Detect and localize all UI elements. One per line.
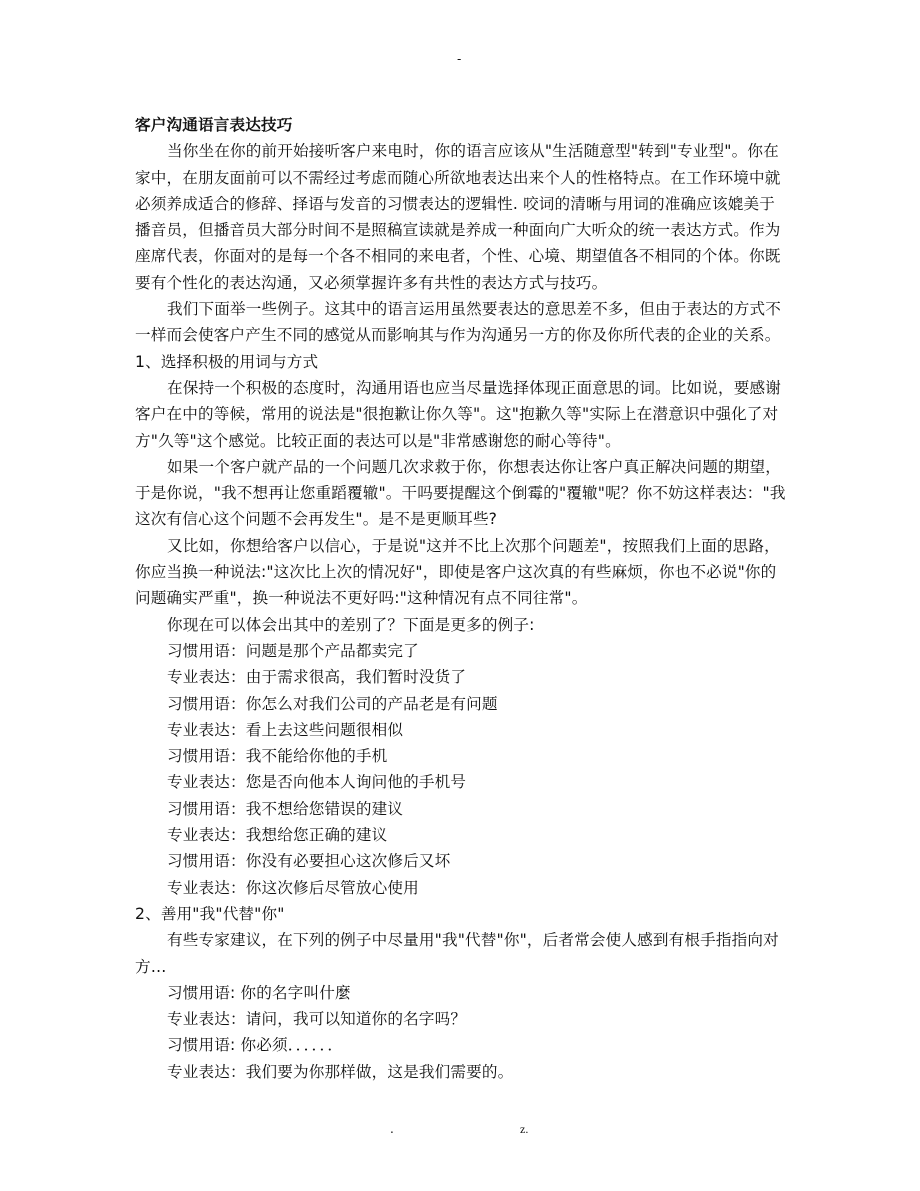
text-line: 如果一个客户就产品的一个问题几次求救于你，你想表达你让客户真正解决问题的期望， [167, 457, 782, 476]
text-line: 要有个性化的表达沟通，又必须掌握许多有共性的表达方式与技巧。 [135, 273, 608, 292]
text-line: 在保持一个积极的态度时，沟通用语也应当尽量选择体现正面意思的词。比如说，要感谢 [167, 378, 782, 397]
text-line: 专业表达：请问，我可以知道你的名字吗？ [167, 1010, 467, 1029]
text-line: 习惯用语: 你的名字叫什麼 [167, 983, 351, 1002]
text-line: 问题确实严重"，换一种说法不更好吗:"这种情况有点不同往常"。 [135, 589, 588, 608]
text-line: 当你坐在你的前开始接听客户来电时，你的语言应该从"生活随意型"转到"专业型"。你在 [167, 142, 779, 161]
text-line: 习惯用语：你没有必要担心这次修后又坏 [167, 852, 451, 871]
text-line: 你现在可以体会出其中的差别了？下面是更多的例子: [167, 615, 535, 634]
text-line: 一样而会使客户产生不同的感觉从而影响其与作为沟通另一方的你及你所代表的企业的关系。 [135, 326, 781, 345]
text-line: 2、善用"我"代替"你" [135, 904, 285, 923]
text-line: 于是你说，"我不想再让您重蹈覆辙"。干吗要提醒这个倒霉的"覆辙"呢？你不妨这样表达："我 [135, 484, 786, 503]
text-line: 习惯用语：问题是那个产品都卖完了 [167, 641, 419, 660]
document-body [135, 112, 795, 1085]
text-line: 你应当换一种说法:"这次比上次的情况好"，即使是客户这次真的有些麻烦，你也不必说"你的 [135, 563, 777, 582]
text-line: 专业表达：我们要为你那样做，这是我们需要的。 [167, 1062, 514, 1081]
page-header-mark: - [457, 52, 462, 66]
text-line: 专业表达：您是否向他本人询问他的手机号 [167, 773, 467, 792]
text-line: 必须养成适合的修辞、择语与发音的习惯表达的逻辑性. 咬词的清晰与用词的准确应该媲美于 [135, 194, 775, 213]
text-line: 习惯用语: 你必须．．．．．． [167, 1036, 344, 1055]
text-line: 习惯用语：我不想给您错误的建议 [167, 799, 404, 818]
text-line: 专业表达：由于需求很高，我们暂时没货了 [167, 668, 467, 687]
footer-left-mark: . [390, 1122, 394, 1136]
text-line: 习惯用语：你怎么对我们公司的产品老是有问题 [167, 694, 498, 713]
document-title: 客户沟通语言表达技巧 [135, 116, 293, 134]
text-line: 这次有信心这个问题不会再发生"。是不是更顺耳些? [135, 510, 498, 529]
text-line: 有些专家建议，在下列的例子中尽量用"我"代替"你"，后者常会使人感到有根手指指向对 [167, 931, 779, 950]
footer-right-mark: z. [520, 1122, 529, 1136]
text-line: 方… [135, 957, 167, 976]
text-line: 专业表达：你这次修后尽管放心使用 [167, 878, 419, 897]
text-line: 播音员，但播音员大部分时间不是照稿宣读就是养成一种面向广大听众的统一表达方式。作为 [135, 221, 781, 240]
text-line: 专业表达：我想给您正确的建议 [167, 826, 388, 845]
text-line: 方"久等"这个感觉。比较正面的表达可以是"非常感谢您的耐心等待"。 [135, 431, 621, 450]
text-line: 家中，在朋友面前可以不需经过考虑而随心所欲地表达出来个人的性格特点。在工作环境中就 [135, 168, 781, 187]
text-line: 习惯用语：我不能给你他的手机 [167, 747, 388, 766]
text-line: 座席代表，你面对的是每一个各不相同的来电者，个性、心境、期望值各不相同的个体。你既 [135, 247, 781, 266]
text-line: 客户在中的等候，常用的说法是"很抱歉让你久等"。这"抱歉久等"实际上在潜意识中强化了对 [135, 405, 779, 424]
text-line: 我们下面举一些例子。这其中的语言运用虽然要表达的意思差不多，但由于表达的方式不 [167, 300, 782, 319]
text-line: 1、选择积极的用词与方式 [135, 352, 319, 371]
document-lines [135, 138, 795, 1085]
text-line: 专业表达：看上去这些问题很相似 [167, 720, 404, 739]
text-line: 又比如，你想给客户以信心，于是说"这并不比上次那个问题差"，按照我们上面的思路， [167, 536, 780, 555]
